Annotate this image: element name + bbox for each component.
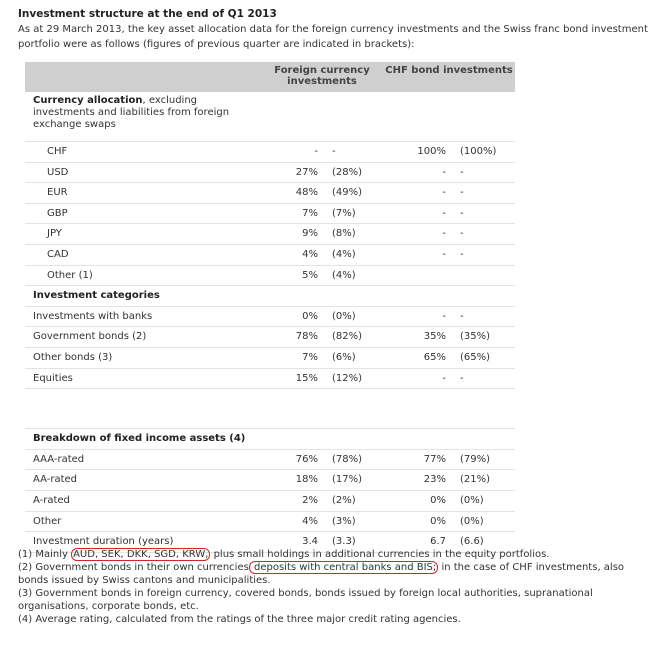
section-currency-allocation	[25, 92, 515, 142]
table-row	[25, 470, 515, 491]
fx-previous-value: (3%)	[332, 515, 356, 527]
row-label: Other bonds (3)	[33, 351, 113, 363]
fx-current-value: 7%	[302, 351, 318, 363]
fx-current-value: 27%	[295, 166, 318, 178]
row-label: AA-rated	[33, 474, 78, 486]
chf-current-value: 35%	[423, 331, 446, 343]
chf-current-value: -	[442, 372, 446, 384]
chf-current-value: -	[442, 310, 446, 322]
table-row	[25, 142, 515, 163]
chf-previous-value: -	[460, 248, 464, 260]
chf-previous-value: -	[460, 187, 464, 199]
table-row	[25, 450, 515, 471]
table-row	[25, 307, 515, 328]
footnote-1: (1) Mainly AUD, SEK, DKK, SGD, KRW, plus small holdings in additional currencies in the equity portfolios.	[18, 549, 550, 560]
table-row	[25, 163, 515, 184]
chf-previous-value: (35%)	[460, 331, 491, 343]
footnote-3: (3) Government bonds in foreign currency, covered bonds, bonds issued by foreign local authorities, supranational organisations, corporate bonds, etc.	[18, 588, 593, 612]
table-row	[25, 266, 515, 287]
footnote-2: (2) Government bonds in their own currencies deposits with central banks and BIS; in the case of CHF investments, also bonds issued by Swiss cantons and municipalities.	[18, 562, 625, 586]
row-label: Government bonds (2)	[33, 331, 147, 343]
row-label: EUR	[47, 187, 68, 199]
row-label: AAA-rated	[33, 453, 85, 465]
fx-current-value: 18%	[295, 474, 318, 486]
header-chf-bonds: CHF bond investments	[385, 65, 513, 76]
chf-previous-value: (100%)	[460, 146, 497, 157]
fx-current-value: 15%	[295, 372, 318, 384]
chf-current-value: 0%	[430, 494, 446, 506]
chf-previous-value: -	[460, 166, 464, 178]
table-row	[25, 491, 515, 512]
chf-current-value: -	[442, 187, 446, 199]
fx-previous-value: (4%)	[332, 248, 356, 260]
chf-current-value: 23%	[423, 474, 446, 486]
table-header	[25, 62, 515, 92]
chf-previous-value: -	[460, 310, 464, 322]
fx-current-value: 5%	[302, 269, 318, 281]
table-row	[25, 327, 515, 348]
section-investment-categories	[25, 286, 515, 307]
chf-previous-value: (0%)	[460, 494, 484, 506]
chf-current-value: 77%	[423, 453, 446, 465]
fx-previous-value: (7%)	[332, 207, 356, 219]
chf-current-value: -	[442, 166, 446, 178]
row-label: CAD	[47, 248, 69, 260]
chf-previous-value: -	[460, 372, 464, 384]
section-fixed-income	[25, 429, 515, 450]
intro-text: As at 29 March 2013, the key asset allocation data for the foreign currency investments and the Swiss franc bond investment portfolio were as follows (figures of previous quarter are indicated in brackets):	[18, 24, 648, 50]
row-label: USD	[47, 166, 69, 178]
fx-previous-value: (78%)	[332, 453, 363, 465]
fx-previous-value: (49%)	[332, 187, 363, 199]
fx-current-value: 3.4	[302, 536, 318, 548]
fx-current-value: 48%	[295, 187, 318, 199]
section-heading: Breakdown of fixed income assets (4)	[33, 433, 246, 445]
row-label: CHF	[47, 146, 68, 157]
footnotes	[18, 548, 648, 626]
row-label: Other (1)	[47, 269, 93, 281]
fx-previous-value: (4%)	[332, 269, 356, 281]
row-label: A-rated	[33, 494, 70, 506]
fx-previous-value: (8%)	[332, 228, 356, 240]
row-label: Investments with banks	[33, 310, 153, 322]
row-label: Investment duration (years)	[33, 536, 174, 548]
fx-current-value: 0%	[302, 310, 318, 322]
table-row	[25, 224, 515, 245]
chf-previous-value: -	[460, 207, 464, 219]
fx-current-value: -	[314, 146, 318, 157]
spacer-row	[25, 389, 515, 429]
fx-current-value: 76%	[295, 453, 318, 465]
fx-current-value: 78%	[295, 331, 318, 343]
header-foreign-currency: Foreign currency investments	[274, 65, 370, 87]
chf-current-value: 65%	[423, 351, 446, 363]
chf-previous-value: -	[460, 228, 464, 240]
row-label: Other	[33, 515, 62, 527]
table-row	[25, 183, 515, 204]
highlight-currencies: AUD, SEK, DKK, SGD, KRW,	[73, 549, 209, 560]
chf-previous-value: (0%)	[460, 515, 484, 527]
chf-previous-value: (6.6)	[460, 536, 484, 548]
chf-previous-value: (21%)	[460, 474, 491, 486]
fx-previous-value: (17%)	[332, 474, 363, 486]
row-label: Equities	[33, 372, 73, 384]
chf-current-value: 100%	[417, 146, 446, 157]
chf-current-value: 6.7	[430, 536, 446, 548]
page-title: Investment structure at the end of Q1 2013	[18, 8, 277, 20]
chf-current-value: -	[442, 248, 446, 260]
table-row	[25, 512, 515, 533]
row-label: JPY	[47, 228, 62, 240]
fx-current-value: 2%	[302, 494, 318, 506]
table-row	[25, 204, 515, 225]
footnote-4: (4) Average rating, calculated from the ratings of the three major credit rating agencies.	[18, 614, 461, 625]
fx-current-value: 9%	[302, 228, 318, 240]
chf-current-value: -	[442, 228, 446, 240]
fx-previous-value: (6%)	[332, 351, 356, 363]
fx-previous-value: (3.3)	[332, 536, 356, 548]
row-label: GBP	[47, 207, 68, 219]
table-row	[25, 245, 515, 266]
fx-previous-value: (82%)	[332, 331, 363, 343]
fx-previous-value: (28%)	[332, 166, 363, 178]
fx-current-value: 7%	[302, 207, 318, 219]
highlight-deposits: deposits with central banks and BIS;	[250, 562, 437, 573]
fx-previous-value: (12%)	[332, 372, 363, 384]
fx-current-value: 4%	[302, 248, 318, 260]
fx-previous-value: (2%)	[332, 494, 356, 506]
fx-previous-value: (0%)	[332, 310, 356, 322]
chf-current-value: -	[442, 207, 446, 219]
table-row	[25, 369, 515, 390]
section-heading: Investment categories	[33, 290, 160, 302]
allocation-table	[25, 62, 515, 553]
fx-previous-value: -	[332, 146, 336, 157]
chf-previous-value: (65%)	[460, 351, 491, 363]
chf-previous-value: (79%)	[460, 453, 491, 465]
chf-current-value: 0%	[430, 515, 446, 527]
fx-current-value: 4%	[302, 515, 318, 527]
section-heading: Currency allocation, excluding investments and liabilities from foreign exchange swaps	[33, 95, 230, 130]
table-row	[25, 348, 515, 369]
